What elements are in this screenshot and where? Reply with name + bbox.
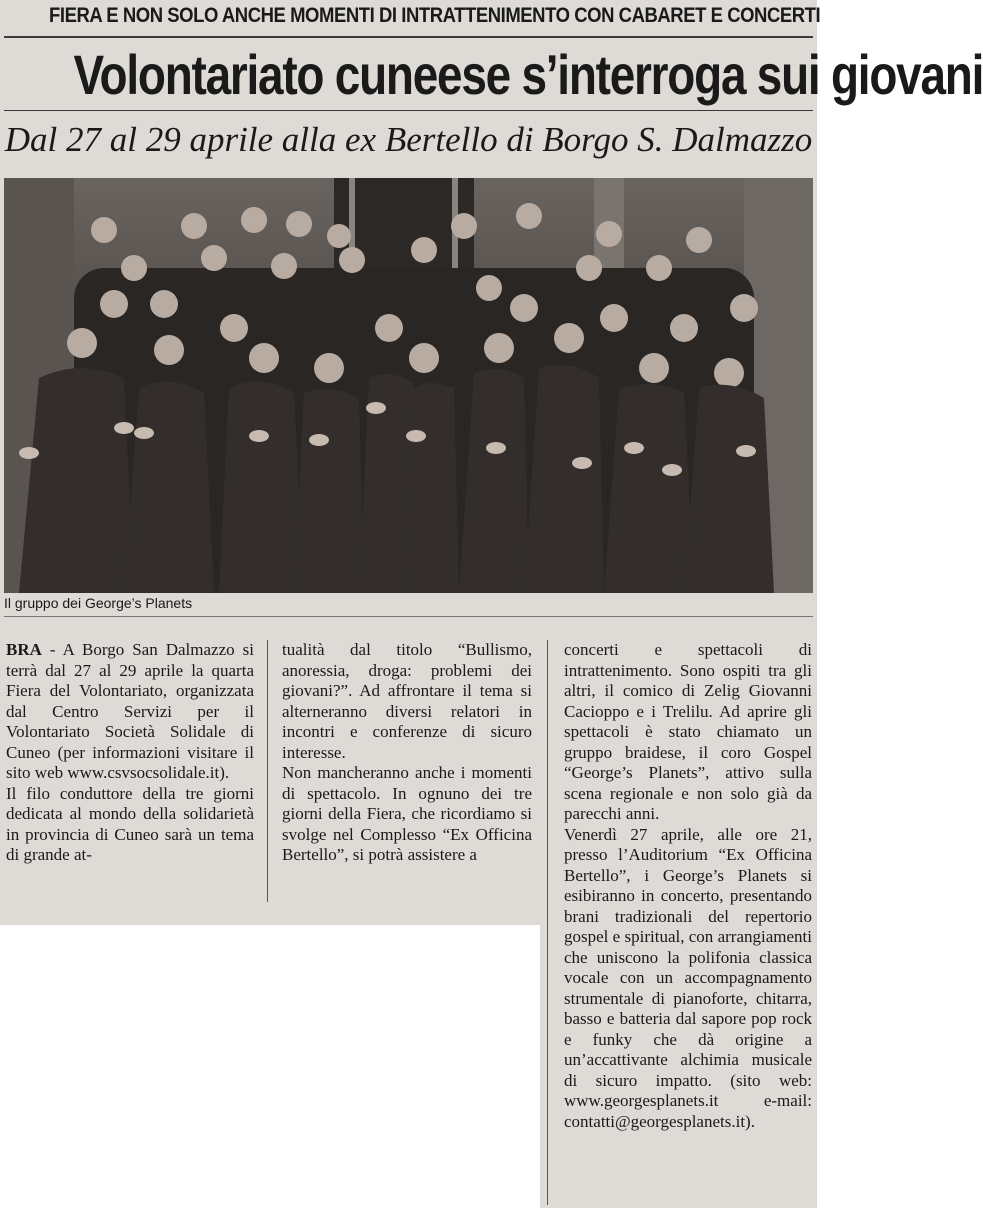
divider xyxy=(4,110,813,111)
choir-photo xyxy=(4,178,813,593)
article-column-3 xyxy=(564,640,812,1132)
divider xyxy=(4,616,813,617)
dateline: BRA xyxy=(6,640,42,659)
photo-caption: Il gruppo dei George’s Planets xyxy=(4,595,193,611)
paragraph: - A Borgo San Dalmazzo si terrà dal 27 al 29 aprile la quarta Fiera del Volontariato, organizzata dal Centro Servizi per il Volontariato Società Solidale di Cuneo (per informazioni visitare il sito web www.csvsocsolidale.it). xyxy=(6,640,254,782)
paragraph: tualità dal titolo “Bullismo, anoressia, droga: problemi dei giovani?”. Ad affrontare il tema si alterneranno diversi relatori in incontri e conferenze di sicuro interesse. xyxy=(282,640,532,762)
headline: Volontariato cuneese s’interroga sui giovani xyxy=(73,43,983,106)
divider xyxy=(4,36,813,38)
column-divider xyxy=(547,640,548,1205)
paragraph: Il filo conduttore della tre giorni dedicata al mondo della solidarietà in provincia di Cuneo sarà un tema di grande at- xyxy=(6,783,254,864)
kicker: FIERA E NON SOLO ANCHE MOMENTI DI INTRATTENIMENTO CON CABARET E CONCERTI xyxy=(49,4,821,27)
paragraph: Venerdì 27 aprile, alle ore 21, presso l’Auditorium “Ex Officina Bertello”, i George’s Planets si esibiranno in concerto, presentando brani tradizionali del repertorio gospel e spiritual, con arrangiamenti che uniscono la polifonia classica vocale con un accompagnamento strumentale di pianoforte, chitarra, basso e batteria dal sapore pop rock e funky che dà origine a un’accattivante alchimia musicale di sicuro impatto. (sito web: www.georgesplanets.it e-mail: contatti@georgesplanets.it). xyxy=(564,824,812,1131)
subheadline: Dal 27 al 29 aprile alla ex Bertello di Borgo S. Dalmazzo xyxy=(4,120,813,159)
article-column-1 xyxy=(6,640,254,866)
column-divider xyxy=(267,640,268,902)
article-column-2 xyxy=(282,640,532,866)
paragraph: concerti e spettacoli di intrattenimento. Sono ospiti tra gli altri, il comico di Zelig Giovanni Cacioppo e i Trelilu. Ad aprire gli spettacoli è stato chiamato un gruppo braidese, il coro Gospel “George’s Planets”, attivo sulla scena regionale e non solo già da parecchi anni. xyxy=(564,640,812,823)
paragraph: Non mancheranno anche i momenti di spettacolo. In ognuno dei tre giorni della Fiera, che ricordiamo si svolge nel Complesso “Ex Officina Bertello”, si potrà assistere a xyxy=(282,763,532,864)
